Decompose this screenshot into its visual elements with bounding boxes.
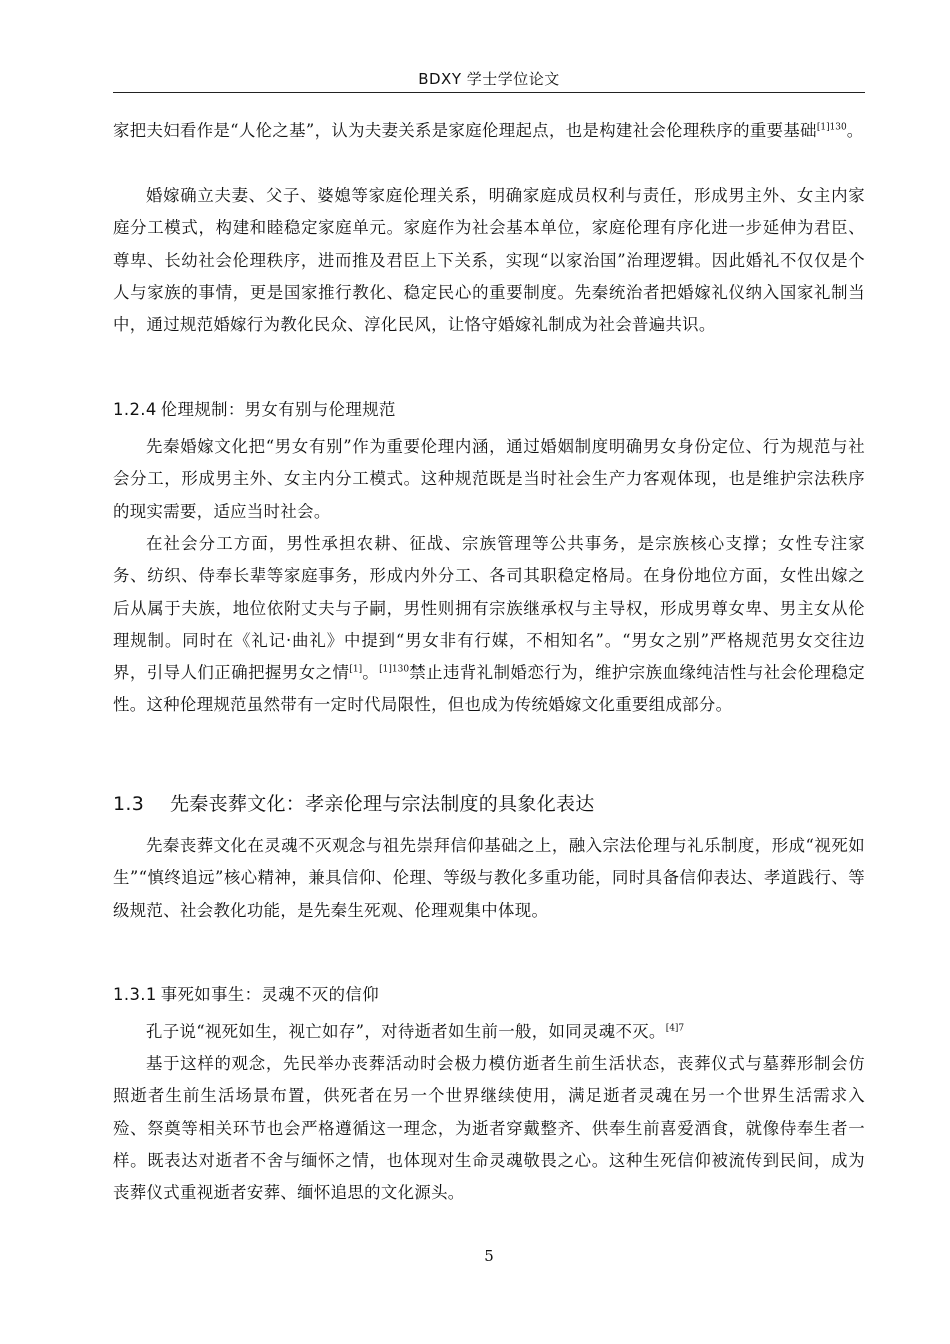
running-header: BDXY 学士学位论文 — [418, 70, 560, 88]
paragraph-tail: 。 — [846, 121, 864, 140]
paragraph-text: 婚嫁确立夫妻、父子、婆媳等家庭伦理关系，明确家庭成员权利与责任，形成男主外、女主内家庭分工模式，构建和睦稳定家庭单元。家庭作为社会基本单位，家庭伦理有序化进一步延伸为君臣、尊卑、长幼社会伦理秩序，进而推及君臣上下关系，实现“以家治国”治理逻辑。因此婚礼不仅仅是个人与家族的事情，更是国家推行教化、稳定民心的重要制度。先秦统治者把婚嫁礼仪纳入国家礼制当中，通过规范婚嫁行为教化民众、淳化民风，让恪守婚嫁礼制成为社会普遍共识。 — [113, 186, 865, 335]
paragraph-text: 在社会分工方面，男性承担农耕、征战、宗族管理等公共事务，是宗族核心支撑；女性专注家务、纺织、侍奉长辈等家庭事务，形成内外分工、各司其职稳定格局。在身份地位方面，女性出嫁之后从属于夫族，地位依附丈夫与子嗣，男性则拥有宗族继承权与主导权，形成男尊女卑、男主女从伦理规制。同时在《礼记·曲礼》中提到“男女非有行媒，不相知名”。“男女之别”严格规范男女交往边界，引导人们正确把握男女之情 — [113, 534, 865, 683]
paragraph-text: 基于这样的观念，先民举办丧葬活动时会极力模仿逝者生前生活状态，丧葬仪式与墓葬形制会仿照逝者生前生活场景布置，供死者在另一个世界继续使用，满足逝者灵魂在另一个世界生活需求入殓、祭奠等相关环节也会严格遵循这一理念，为逝者穿戴整齐、供奉生前喜爱酒食，就像侍奉生者一样。既表达对逝者不舍与缅怀之情，也体现对生命灵魂敬畏之心。这种生死信仰被流传到民间，成为丧葬仪式重视逝者安葬、缅怀追思的文化源头。 — [113, 1054, 865, 1203]
citation-ref: [4]7 — [665, 1023, 685, 1034]
heading-title: 事死如事生：灵魂不灭的信仰 — [160, 985, 379, 1004]
heading-title: 先秦丧葬文化：孝亲伦理与宗法制度的具象化表达 — [170, 793, 595, 815]
paragraph-confucius-quote — [113, 1016, 865, 1048]
page-number: 5 — [484, 1247, 494, 1265]
heading-number: 1.3 — [113, 793, 145, 815]
paragraph-social-division — [113, 528, 865, 722]
section-heading-1-2-4 — [113, 396, 865, 420]
section-heading-1-3-1 — [113, 981, 865, 1005]
paragraph-text: 禁止违背礼制婚恋行为，维护宗族血缘纯洁性与社会伦理稳定性。这种伦理规范虽然带有一定时代局限性，但也成为传统婚嫁文化重要组成部分。 — [113, 663, 865, 715]
paragraph-text: 家把夫妇看作是“人伦之基”，认为夫妻关系是家庭伦理起点，也是构建社会伦理秩序的重要基础 — [113, 121, 817, 140]
heading-number: 1.3.1 — [113, 985, 157, 1004]
paragraph-family-ethics — [113, 180, 865, 341]
citation-ref: [1]130 — [816, 122, 847, 133]
heading-number: 1.2.4 — [113, 400, 157, 419]
paragraph-text: 先秦丧葬文化在灵魂不灭观念与祖先崇拜信仰基础之上，融入宗法伦理与礼乐制度，形成“视死如生”“慎终追远”核心精神，兼具信仰、伦理、等级与教化多重功能，同时具备信仰表达、孝道践行、等级规范、社会教化功能，是先秦生死观、伦理观集中体现。 — [113, 836, 865, 920]
paragraph-continuation — [113, 115, 865, 147]
citation-ref: [1]130 — [379, 664, 410, 675]
paragraph-funeral-practice — [113, 1048, 865, 1209]
paragraph-text: 孔子说“视死如生，视亡如存”，对待逝者如生前一般，如同灵魂不灭。 — [146, 1022, 666, 1041]
paragraph-gender-ethics — [113, 431, 865, 528]
header-rule — [113, 92, 865, 93]
paragraph-funeral-culture — [113, 830, 865, 927]
heading-title: 伦理规制：男女有别与伦理规范 — [160, 400, 396, 419]
citation-ref: [1] — [349, 664, 363, 675]
section-heading-1-3 — [113, 789, 865, 816]
paragraph-text: 先秦婚嫁文化把“男女有别”作为重要伦理内涵，通过婚姻制度明确男女身份定位、行为规范与社会分工，形成男主外、女主内分工模式。这种规范既是当时社会生产力客观体现，也是维护宗法秩序的现实需要，适应当时社会。 — [113, 437, 865, 521]
paragraph-punct: 。 — [362, 663, 380, 683]
